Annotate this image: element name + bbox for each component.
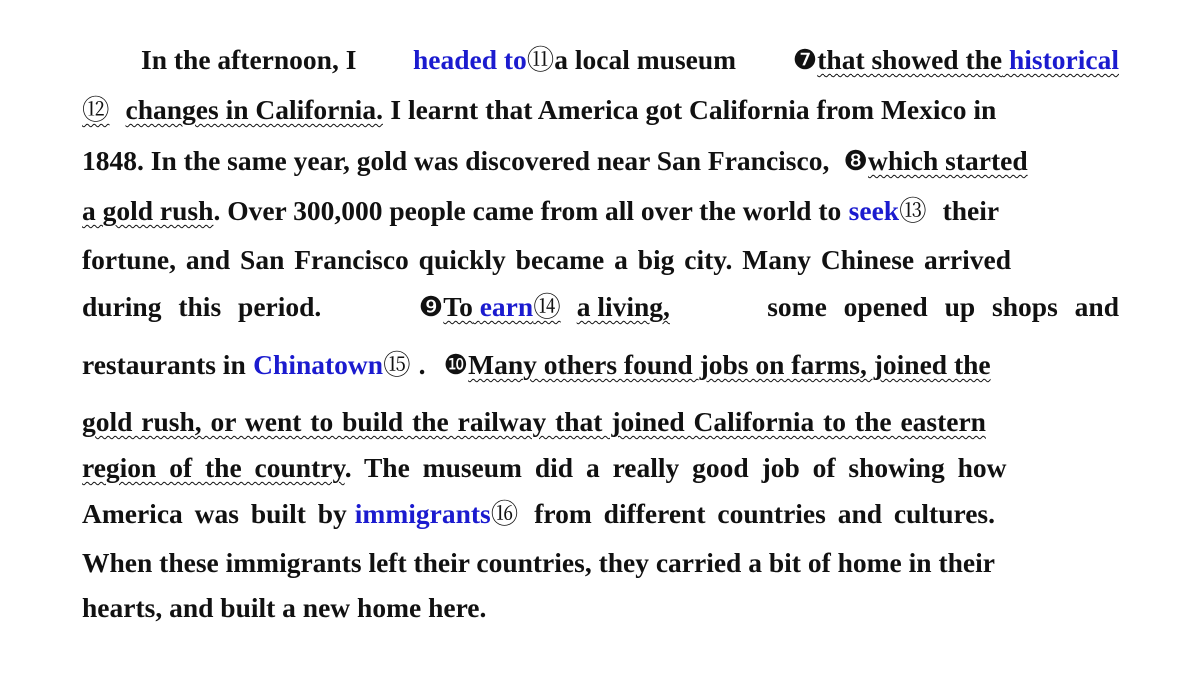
underlined-clause: To earn⑭ a living, bbox=[443, 291, 670, 322]
text-segment: fortune, and San Francisco quickly became a big city. Many Chinese arrived bbox=[82, 244, 1012, 275]
note-number-11: ⑪ bbox=[526, 44, 555, 75]
text-segment: a gold rush. Over 300,000 people came from all over the world to bbox=[82, 195, 842, 226]
text-line-5 bbox=[82, 240, 1119, 280]
sentence-marker-8: ❽which started bbox=[843, 145, 1028, 176]
keyword-chinatown: Chinatown⑮ . bbox=[253, 349, 426, 380]
underlined-clause: ⑫ changes in California. bbox=[82, 94, 383, 125]
text-line-9 bbox=[82, 448, 1119, 488]
text-line-6 bbox=[82, 287, 1119, 327]
text-segment: during this period. bbox=[82, 291, 322, 322]
underlined-clause: region of the country bbox=[82, 452, 345, 483]
sentence-marker-10: ❿Many others found jobs on farms, joined the bbox=[443, 349, 991, 380]
text-line-2 bbox=[82, 90, 1119, 130]
text-line-1 bbox=[141, 40, 1119, 80]
text-segment: region of the country. The museum did a really good job of showing how bbox=[82, 452, 1007, 483]
text-line-8 bbox=[82, 402, 1119, 442]
keyword-seek: seek⑬ their bbox=[848, 195, 1000, 226]
note-number-16: ⑯ bbox=[490, 498, 519, 529]
underlined-clause: gold rush, or went to build the railway that joined California to the eastern bbox=[82, 406, 986, 437]
text-line-7 bbox=[82, 345, 1119, 385]
text-segment: some opened up shops and bbox=[767, 291, 1119, 322]
underlined-clause: Many others found jobs on farms, joined the bbox=[468, 349, 991, 380]
text-segment: In the afternoon, I bbox=[141, 44, 357, 75]
keyword-historical: historical bbox=[1009, 44, 1119, 75]
text-line-3 bbox=[82, 141, 1119, 181]
keyword-headed-to: headed to⑪a local museum bbox=[412, 44, 737, 75]
text-segment: America was built by bbox=[82, 498, 347, 529]
text-line-10 bbox=[82, 494, 1119, 534]
underlined-clause: which started bbox=[868, 145, 1028, 176]
text-line-11 bbox=[82, 543, 1119, 583]
text-segment: hearts, and built a new home here. bbox=[82, 592, 487, 623]
note-number-14: ⑭ bbox=[533, 291, 561, 322]
text-line-4 bbox=[82, 191, 1119, 231]
sentence-marker-9: ❾To earn⑭ a living, bbox=[418, 291, 670, 322]
keyword-immigrants: immigrants⑯ from different countries and cultures. bbox=[354, 498, 995, 529]
note-number-12: ⑫ bbox=[82, 94, 110, 125]
underlined-clause: a gold rush bbox=[82, 195, 214, 226]
note-number-15: ⑮ bbox=[383, 349, 411, 380]
text-line-12 bbox=[82, 588, 1119, 628]
sentence-marker-7: ❼that showed the historical bbox=[792, 44, 1119, 75]
underlined-clause: that showed the historical bbox=[817, 44, 1119, 75]
text-segment: When these immigrants left their countries, they carried a bit of home in their bbox=[82, 547, 995, 578]
text-segment: restaurants in bbox=[82, 349, 246, 380]
note-number-13: ⑬ bbox=[899, 195, 927, 226]
text-segment: I learnt that America got California from Mexico in bbox=[390, 94, 997, 125]
text-segment: 1848. In the same year, gold was discovered near San Francisco, bbox=[82, 145, 830, 176]
keyword-earn: earn bbox=[479, 291, 534, 322]
